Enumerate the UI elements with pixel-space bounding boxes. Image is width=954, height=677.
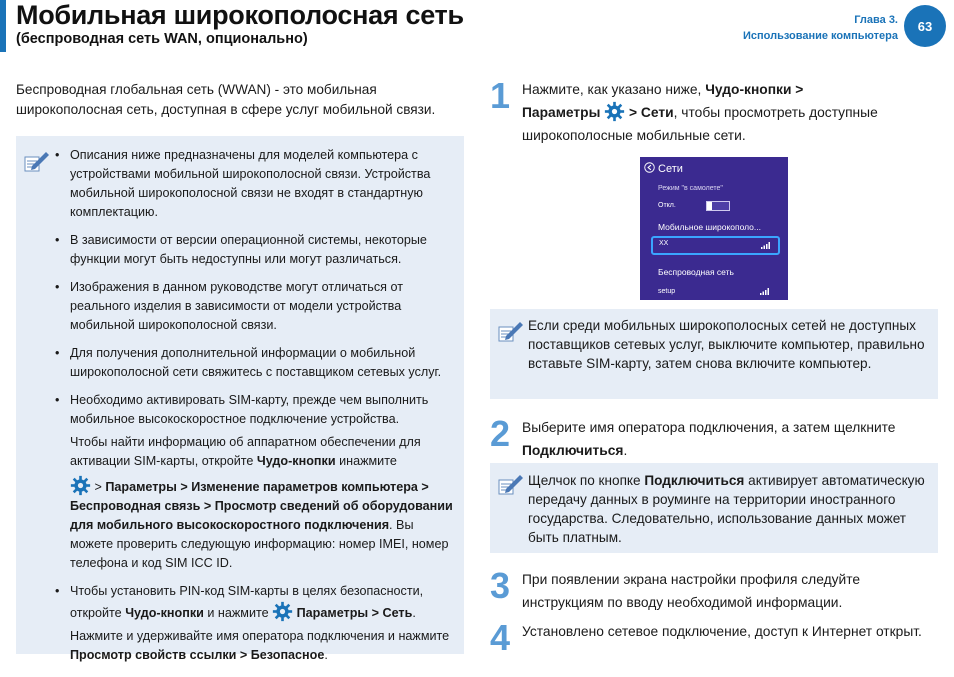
header-accent-bar xyxy=(0,0,6,52)
chapter-title: Использование компьютера xyxy=(742,30,898,42)
page-title: Мобильная широкополосная сеть xyxy=(16,0,464,30)
note-text: Если среди мобильных широкополосных сетей не доступных поставщиков сетевых услуг, выключите компьютер, правильно вставьте SIM-карту, затем снова включите компьютер. xyxy=(528,318,925,371)
networks-panel-screenshot xyxy=(640,157,788,300)
notes-list xyxy=(55,146,460,674)
link-properties-label: Просмотр свойств ссылки > Безопасное xyxy=(70,648,325,662)
settings-gear-icon xyxy=(70,475,91,496)
toggle-knob xyxy=(707,202,712,210)
step-2-text: Выберите имя оператора подключения, а затем щелкните Подключиться. xyxy=(522,420,896,458)
step-number: 3 xyxy=(490,565,511,606)
charms-label: Чудо-кнопки xyxy=(256,454,336,468)
note-pencil-icon xyxy=(496,318,524,346)
step-number: 1 xyxy=(490,75,511,116)
intro-line-1: Беспроводная глобальная сеть (WWAN) - это мобильная xyxy=(16,82,377,97)
note-item: • В зависимости от версии операционной системы, некоторые функции могут быть недоступны или могут различаться. xyxy=(55,231,460,269)
intro-line-2: широкополосная сеть, доступная в сфере услуг мобильной связи. xyxy=(16,102,436,117)
note-item: • Изображения в данном руководстве могут отличаться от реального изделия в зависимости от модели устройства мобильной широкополосной связи. xyxy=(55,278,460,335)
mobile-network-name: XX xyxy=(659,240,669,247)
note-text: Щелчок по кнопке Подключиться активирует автоматическую передачу данных в роуминге на территории иностранного государства. Следовательно, использование данных может быть платным. xyxy=(528,473,925,545)
wifi-signal-icon xyxy=(760,287,770,295)
airplane-mode-toggle[interactable] xyxy=(706,201,730,211)
mobile-broadband-header: Мобильное широкополо... xyxy=(658,222,761,232)
wifi-header: Беспроводная сеть xyxy=(658,267,734,277)
note-item: • Описания ниже предназначены для моделей компьютера с устройствами мобильной широкополосной связи. Устройства мобильной широкополосной связи не входят в стандартную комплектацию. xyxy=(55,146,460,222)
back-arrow-icon xyxy=(644,162,655,173)
charms-label: Чудо-кнопки xyxy=(125,606,204,620)
signal-strength-icon xyxy=(761,241,771,249)
settings-path-label: Параметры > Изменение параметров компьютера > Беспроводная связь > Просмотр сведений об оборудовании для мобильного высокоскоростного подключения xyxy=(70,480,453,532)
note-pencil-icon xyxy=(22,148,50,176)
settings-gear-icon xyxy=(604,101,625,122)
networks-title: Сети xyxy=(658,163,683,175)
airplane-mode-label: Режим "в самолете" xyxy=(658,185,723,192)
step-3-text: При появлении экрана настройки профиля следуйте инструкциям по вводу необходимой информации. xyxy=(522,572,861,610)
wifi-network-name[interactable]: setup xyxy=(658,288,676,295)
page-subtitle: (беспроводная сеть WAN, опционально) xyxy=(16,31,308,47)
page-number-badge: 63 xyxy=(904,5,946,47)
settings-gear-icon xyxy=(272,601,293,622)
step-number: 2 xyxy=(490,413,511,454)
note-pencil-icon xyxy=(496,471,524,499)
note-item: • Необходимо активировать SIM-карту, прежде чем выполнить мобильное высокоскоростное подключение устройства. Чтобы найти информацию об аппаратном обеспечении для активации SIM-карты, откройте Чудо-кнопки инажмите > Параметры > Изменение параметров компьютера > Беспроводная связь > Просмотр сведений об оборудовании для мобильного высокоскоростного подключения. Вы можете проверить следующую информацию: номер IMEI, номер телефона и код SIM ICC ID. xyxy=(55,391,460,573)
note-item: • Для получения дополнительной информации о мобильной широкополосной сети свяжитесь с поставщиком сетевых услуг. xyxy=(55,344,460,382)
intro-paragraph xyxy=(16,80,471,120)
settings-network-label: Параметры > Сеть xyxy=(296,606,413,620)
step-number: 4 xyxy=(490,617,511,658)
step-4-text: Установлено сетевое подключение, доступ к Интернет открыт. xyxy=(522,624,922,639)
chapter-label xyxy=(743,12,898,44)
note-item: • Чтобы установить PIN-код SIM-карты в целях безопасности, откройте Чудо-кнопки и нажмите Параметры > Сеть. Нажмите и удерживайте имя оператора подключения и нажмите Просмотр свойств ссылки > Безопасное. xyxy=(55,582,460,665)
chapter-number: Глава 3. xyxy=(854,14,898,26)
airplane-mode-value: Откл. xyxy=(658,202,676,209)
mobile-network-item[interactable] xyxy=(651,236,780,255)
step-1-text: Нажмите, как указано ниже, Чудо-кнопки > Параметры > Сети, чтобы просмотреть доступные широкополосные мобильные сети. xyxy=(522,82,878,143)
